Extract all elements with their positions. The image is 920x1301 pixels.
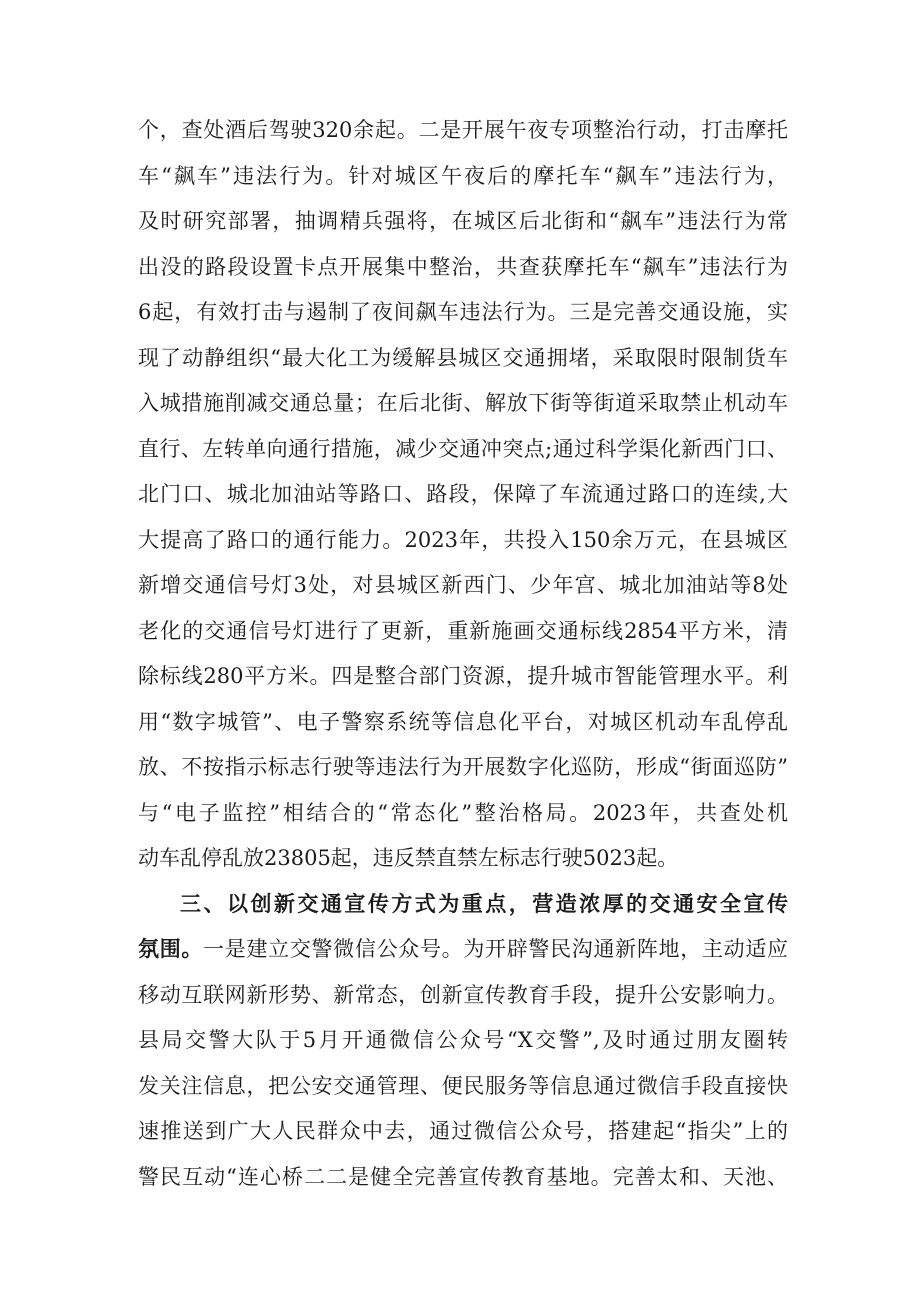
text-line: 动车乱停乱放23805起，违反禁直禁左标志行驶5023起。: [138, 846, 679, 870]
text-line: 北门口、城北加油站等路口、路段，保障了车流通过路口的连续,大: [138, 482, 788, 506]
text-line: 速推送到广大人民群众中去，通过微信公众号，搭建起“指尖”上的: [138, 1119, 788, 1143]
text-line: [138, 927, 788, 973]
text-line: 老化的交通信号灯进行了更新，重新施画交通标线2854平方米，清: [138, 618, 788, 643]
text-line: 移动互联网新形势、新常态，创新宣传教育手段，提升公安影响力。: [138, 982, 788, 1007]
text-line: 直行、左转单向通行措施，减少交通冲突点;通过科学渠化新西门口、: [138, 436, 788, 461]
text-line: 6起，有效打击与遏制了夜间飙车违法行为。三是完善交通设施，实: [138, 300, 788, 324]
text-line: 用“数字城管”、电子警察系统等信息化平台，对城区机动车乱停乱: [138, 709, 788, 734]
text-line: 放、不按指示标志行驶等违法行为开展数字化巡防，形成“街面巡防”: [138, 755, 788, 779]
text-line: 车“飙车”违法行为。针对城区午夜后的摩托车“飙车”违法行为，: [138, 163, 788, 188]
text-line: 大提高了路口的通行能力。2023年，共投入150余万元，在县城区: [138, 527, 788, 552]
text-line: 发关注信息，把公安交通管理、便民服务等信息通过微信手段直接快: [138, 1073, 788, 1098]
section-heading: 三、以创新交通宣传方式为重点，营造浓厚的交通安全宣传: [180, 891, 788, 916]
text-run: 一是建立交警微信公众号。为开辟警民沟通新阵地，主动适应: [203, 937, 789, 961]
text-line: 除标线280平方米。四是整合部门资源，提升城市智能管理水平。利: [138, 664, 788, 688]
text-line: 及时研究部署，抽调精兵强将，在城区后北街和“飙车”违法行为常: [138, 209, 788, 233]
section-heading-end: 氛围。: [138, 937, 204, 961]
text-line: 新增交通信号灯3处，对县城区新西门、少年宫、城北加油站等8处: [138, 573, 788, 597]
text-line: 现了动静组织“最大化工为缓解县城区交通拥堵，采取限时限制货车: [138, 345, 788, 370]
text-line: 个，查处酒后驾驶320余起。二是开展午夜专项整治行动，打击摩托: [138, 118, 788, 142]
text-line: 入城措施削减交通总量；在后北街、解放下街等街道采取禁止机动车: [138, 391, 788, 415]
document-body: [138, 108, 788, 1200]
text-line: 县局交警大队于5月开通微信公众号“X交警”,及时通过朋友圈转: [138, 1028, 788, 1052]
text-line: 与“电子监控”相结合的“常态化”整治格局。2023年，共查处机: [138, 800, 788, 825]
text-line: 警民互动“连心桥二二是健全完善宣传教育基地。完善太和、天池、: [138, 1164, 788, 1189]
text-line: 出没的路段设置卡点开展集中整治，共查获摩托车“飙车”违法行为: [138, 254, 788, 279]
